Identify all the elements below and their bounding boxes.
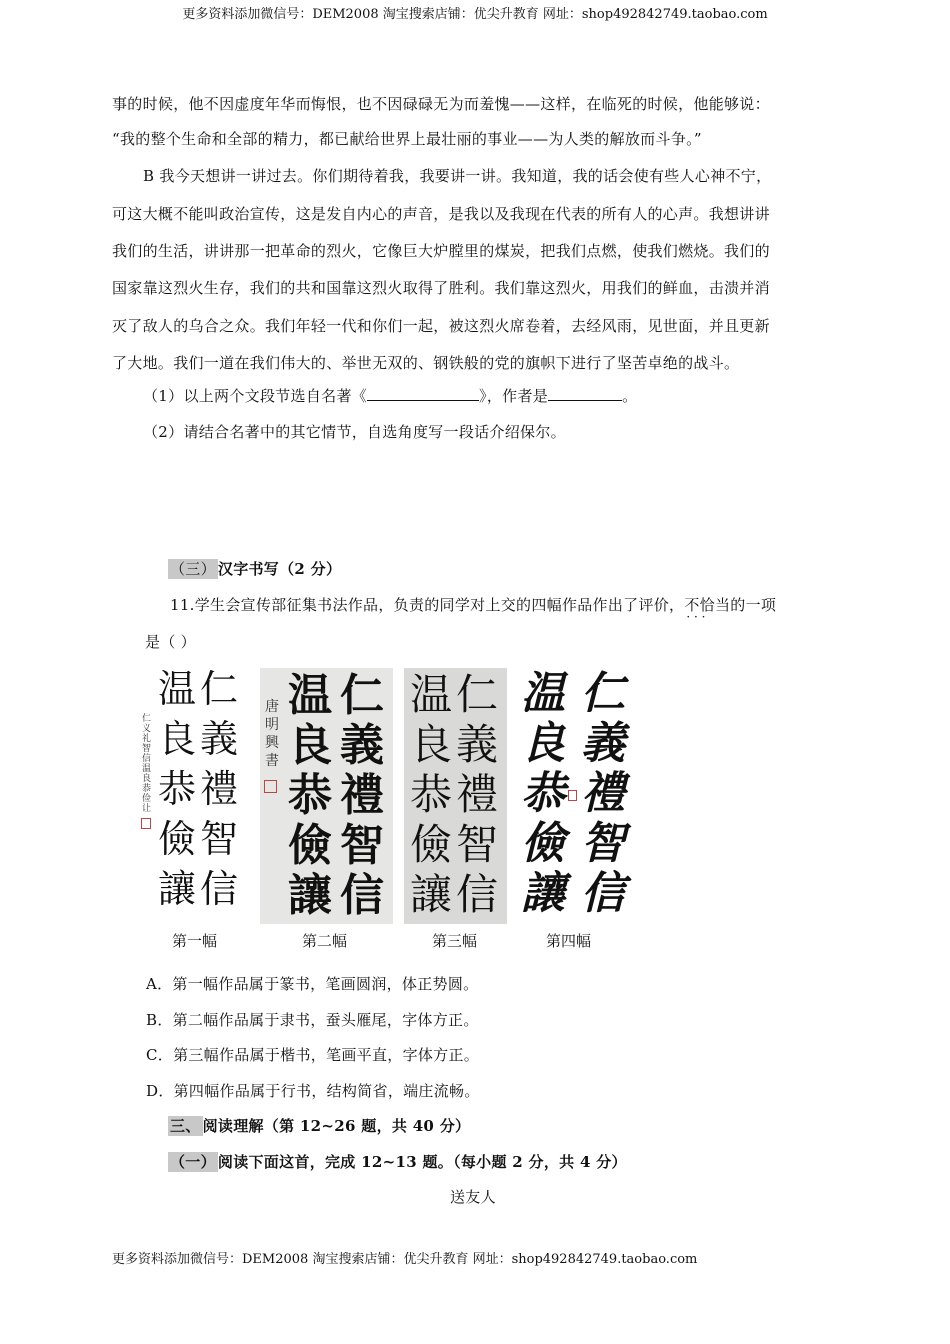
question-11 [170, 594, 776, 615]
question-11-line-2: 是（ ） [145, 633, 196, 651]
artwork-4-char-jian: 儉 [521, 818, 565, 869]
artwork-2-char-wen: 温 [288, 670, 332, 721]
subsection-1-heading [168, 1151, 627, 1172]
artwork-3-char-gong: 恭 [410, 770, 453, 819]
artwork-4-seal [568, 790, 577, 801]
question-11-text-a: 11.学生会宣传部征集书法作品，负责的同学对上交的四幅作品作出了评价， [170, 596, 685, 614]
artwork-2-signature: 唐明興書 [265, 699, 279, 769]
section-3-title: 汉字书写（2 分） [217, 560, 342, 578]
artwork-3-char-xin: 信 [456, 870, 499, 919]
question-2: （2）请结合名著中的其它情节，自选角度写一段话介绍保尔。 [143, 423, 566, 441]
artwork-3-char-jian: 儉 [410, 820, 453, 869]
subsection-1-title: 阅读下面这首，完成 12~13 题。（每小题 2 分，共 4 分） [217, 1153, 627, 1171]
artwork-1-char-zhi: 智 [200, 817, 239, 861]
book-title-blank[interactable] [367, 386, 479, 401]
passage-line-3: B 我今天想讲一讲过去。你们期待着我，我要讲一讲。我知道，我的话会使有些人心神不宁， [143, 167, 772, 185]
artwork-3-regular-script [404, 668, 507, 924]
artwork-4-char-yi: 義 [581, 718, 625, 769]
artwork-4-char-ren: 仁 [581, 668, 625, 719]
option-b[interactable]: B．第二幅作品属于隶书，蚕头雁尾，字体方正。 [146, 1011, 479, 1029]
artwork-1-char-wen: 温 [158, 668, 197, 711]
artwork-1-char-yi: 義 [200, 717, 239, 761]
artwork-4-char-wen: 温 [521, 668, 565, 719]
subsection-1-tag: （一） [170, 1153, 216, 1171]
passage-line-4: 可这大概不能叫政治宣传，这是发自内心的声音，是我以及我现在代表的所有人的心声。我想讲讲 [112, 205, 770, 223]
artwork-4-char-liang: 良 [521, 718, 565, 769]
artwork-3-char-li: 禮 [456, 770, 499, 819]
passage-line-6: 国家靠这烈火生存，我们的共和国靠这烈火取得了胜利。我们靠这烈火，用我们的鲜血，击溃并消 [112, 279, 770, 297]
option-c[interactable]: C．第三幅作品属于楷书，笔画平直，字体方正。 [146, 1046, 480, 1064]
option-d[interactable]: D．第四幅作品属于行书，结构简省，端庄流畅。 [146, 1082, 480, 1100]
artwork-1-char-rang: 讓 [158, 867, 197, 911]
poem-title: 送友人 [450, 1188, 496, 1206]
part-3-tag: 三、 [170, 1117, 201, 1135]
artwork-2-clerical-script [260, 668, 393, 924]
part-3-heading [168, 1115, 470, 1136]
passage-line-8: 了大地。我们一道在我们伟大的、举世无双的、钢铁般的党的旗帜下进行了坚苦卓绝的战斗。 [112, 354, 740, 372]
question-11-text-b: 的一项 [730, 596, 777, 614]
artwork-2-char-jian: 儉 [288, 820, 332, 871]
caption-artwork-4: 第四幅 [546, 932, 592, 950]
passage-line-5: 我们的生活，讲讲那一把革命的烈火，它像巨大炉膛里的煤炭，把我们点燃，使我们燃烧。我们的 [112, 242, 770, 260]
artwork-2-char-ren: 仁 [340, 670, 384, 721]
page-footer: 更多资料添加微信号：DEM2008 淘宝搜索店铺：优尖升教育 网址：shop492842749.taobao.com [112, 1252, 698, 1267]
passage-line-1: 事的时候，他不因虚度年华而悔恨，也不因碌碌无为而羞愧——这样，在临死的时候，他能够说： [112, 95, 770, 113]
question-1-suffix: 。 [622, 387, 638, 405]
artwork-1-seal-script [140, 668, 248, 924]
artwork-2-char-liang: 良 [288, 720, 332, 771]
artwork-2-char-rang: 讓 [288, 870, 332, 921]
caption-artwork-3: 第三幅 [432, 932, 478, 950]
artwork-3-char-liang: 良 [410, 720, 453, 769]
artwork-4-char-gong: 恭 [521, 768, 565, 819]
artwork-4-char-xin: 信 [581, 868, 625, 919]
question-1 [143, 385, 637, 406]
artwork-1-char-liang: 良 [158, 717, 197, 761]
artwork-4-char-rang: 讓 [521, 868, 565, 919]
artwork-2-seal [264, 780, 277, 793]
caption-artwork-2: 第二幅 [302, 932, 348, 950]
artwork-1-char-li: 禮 [200, 767, 239, 811]
caption-artwork-1: 第一幅 [172, 932, 218, 950]
section-3-tag: （三） [170, 560, 216, 578]
artwork-2-char-li: 禮 [340, 770, 384, 821]
artwork-2-char-yi: 義 [340, 720, 384, 771]
question-1-prefix: （1）以上两个文段节选自名著《 [143, 387, 368, 405]
question-1-middle: 》，作者是 [479, 387, 549, 405]
artwork-2-char-gong: 恭 [288, 770, 332, 821]
artwork-2-char-xin: 信 [340, 870, 384, 921]
artwork-1-char-xin: 信 [200, 867, 239, 911]
page-header: 更多资料添加微信号：DEM2008 淘宝搜索店铺：优尖升教育 网址：shop492842749.taobao.com [182, 7, 768, 22]
artwork-1-seal [141, 818, 151, 829]
artwork-3-char-wen: 温 [410, 670, 453, 719]
artwork-3-char-zhi: 智 [456, 820, 499, 869]
artwork-4-char-zhi: 智 [581, 818, 625, 869]
section-3-heading [168, 558, 341, 579]
author-blank[interactable] [548, 386, 622, 401]
option-a[interactable]: A．第一幅作品属于篆书，笔画圆润，体正势圆。 [146, 975, 479, 993]
part-3-title: 阅读理解（第 12~26 题，共 40 分） [202, 1117, 471, 1135]
artwork-4-running-script [515, 668, 633, 924]
artwork-4-char-li: 禮 [581, 768, 625, 819]
artwork-1-char-gong: 恭 [158, 767, 197, 811]
artwork-1-char-jian: 儉 [158, 817, 197, 861]
question-11-emphasis: 不恰当 · · · [684, 596, 730, 614]
artwork-1-inscription: 仁义礼智信温良恭俭让 [142, 714, 152, 814]
passage-line-7: 灭了敌人的乌合之众。我们年轻一代和你们一起，被这烈火席卷着，去经风雨，见世面，并且更新 [112, 317, 770, 335]
passage-line-2: “我的整个生命和全部的精力，都已献给世界上最壮丽的事业——为人类的解放而斗争。” [112, 130, 702, 148]
artwork-2-char-zhi: 智 [340, 820, 384, 871]
artwork-1-char-ren: 仁 [200, 668, 239, 711]
artwork-3-char-ren: 仁 [456, 670, 499, 719]
artwork-3-char-rang: 讓 [410, 870, 453, 919]
artwork-3-char-yi: 義 [456, 720, 499, 769]
